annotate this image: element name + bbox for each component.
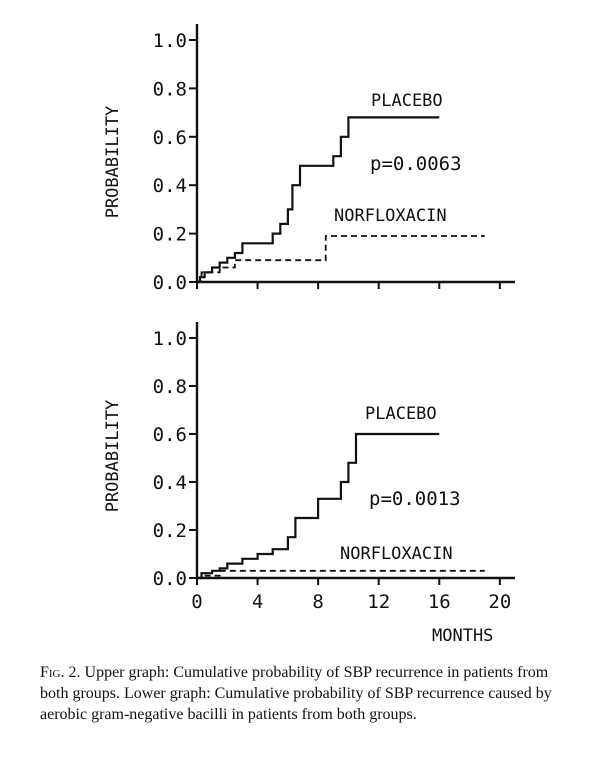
lower-norfloxacin-label: NORFLOXACIN: [340, 544, 453, 564]
upper-y-tick-label: 1.0: [152, 30, 187, 52]
lower-x-tick-label: 20: [488, 591, 512, 613]
upper-y-tick-label: 0.4: [152, 175, 187, 198]
lower-x-tick-label: 12: [367, 591, 391, 613]
upper-norfloxacin-label: NORFLOXACIN: [334, 206, 447, 226]
caption-text: Upper graph: Cumulative probability of SBP recurrence in patients from both groups. Lower graph: Cumulative probability of SBP recurrence caused by aerobic gram-negative bacilli in patients from both groups.: [40, 664, 552, 723]
lower-y-tick-label: 0.6: [152, 424, 187, 446]
lower-pvalue: p=0.0013: [369, 488, 461, 510]
upper-chart: [103, 24, 515, 294]
lower-x-axis: [191, 578, 515, 613]
lower-xlabel: MONTHS: [432, 626, 494, 646]
lower-y-tick-label: 0.8: [152, 376, 187, 398]
lower-x-tick-label: 0: [191, 591, 203, 613]
upper-placebo-line: [197, 117, 439, 282]
upper-placebo-label: PLACEBO: [371, 91, 443, 111]
upper-y-tick-label: 0.6: [152, 126, 187, 149]
caption-label: Fig. 2.: [40, 664, 81, 681]
lower-placebo-label: PLACEBO: [365, 404, 437, 424]
lower-chart: [103, 322, 515, 646]
upper-y-tick-label: 0.8: [152, 78, 187, 101]
lower-y-tick-label: 0.4: [152, 472, 187, 494]
upper-pvalue: p=0.0063: [370, 153, 462, 175]
lower-ylabel: PROBABILITY: [103, 399, 123, 513]
upper-x-axis: [197, 282, 515, 289]
upper-ylabel: PROBABILITY: [103, 105, 123, 219]
upper-norfloxacin-line: [197, 236, 485, 282]
figure-caption: [40, 662, 572, 725]
upper-y-tick-label: 0.2: [152, 223, 187, 246]
lower-y-axis: [153, 322, 197, 590]
lower-y-tick-label: 0.2: [152, 520, 187, 542]
lower-x-tick-label: 8: [312, 591, 324, 613]
lower-x-tick-label: 16: [427, 591, 451, 613]
lower-y-tick-label: 1.0: [152, 328, 187, 350]
upper-y-axis: [153, 24, 197, 294]
lower-y-tick-label: 0.0: [152, 568, 187, 590]
lower-x-tick-label: 4: [251, 591, 264, 613]
upper-y-tick-label: 0.0: [152, 272, 187, 294]
upper-series: [197, 117, 485, 282]
